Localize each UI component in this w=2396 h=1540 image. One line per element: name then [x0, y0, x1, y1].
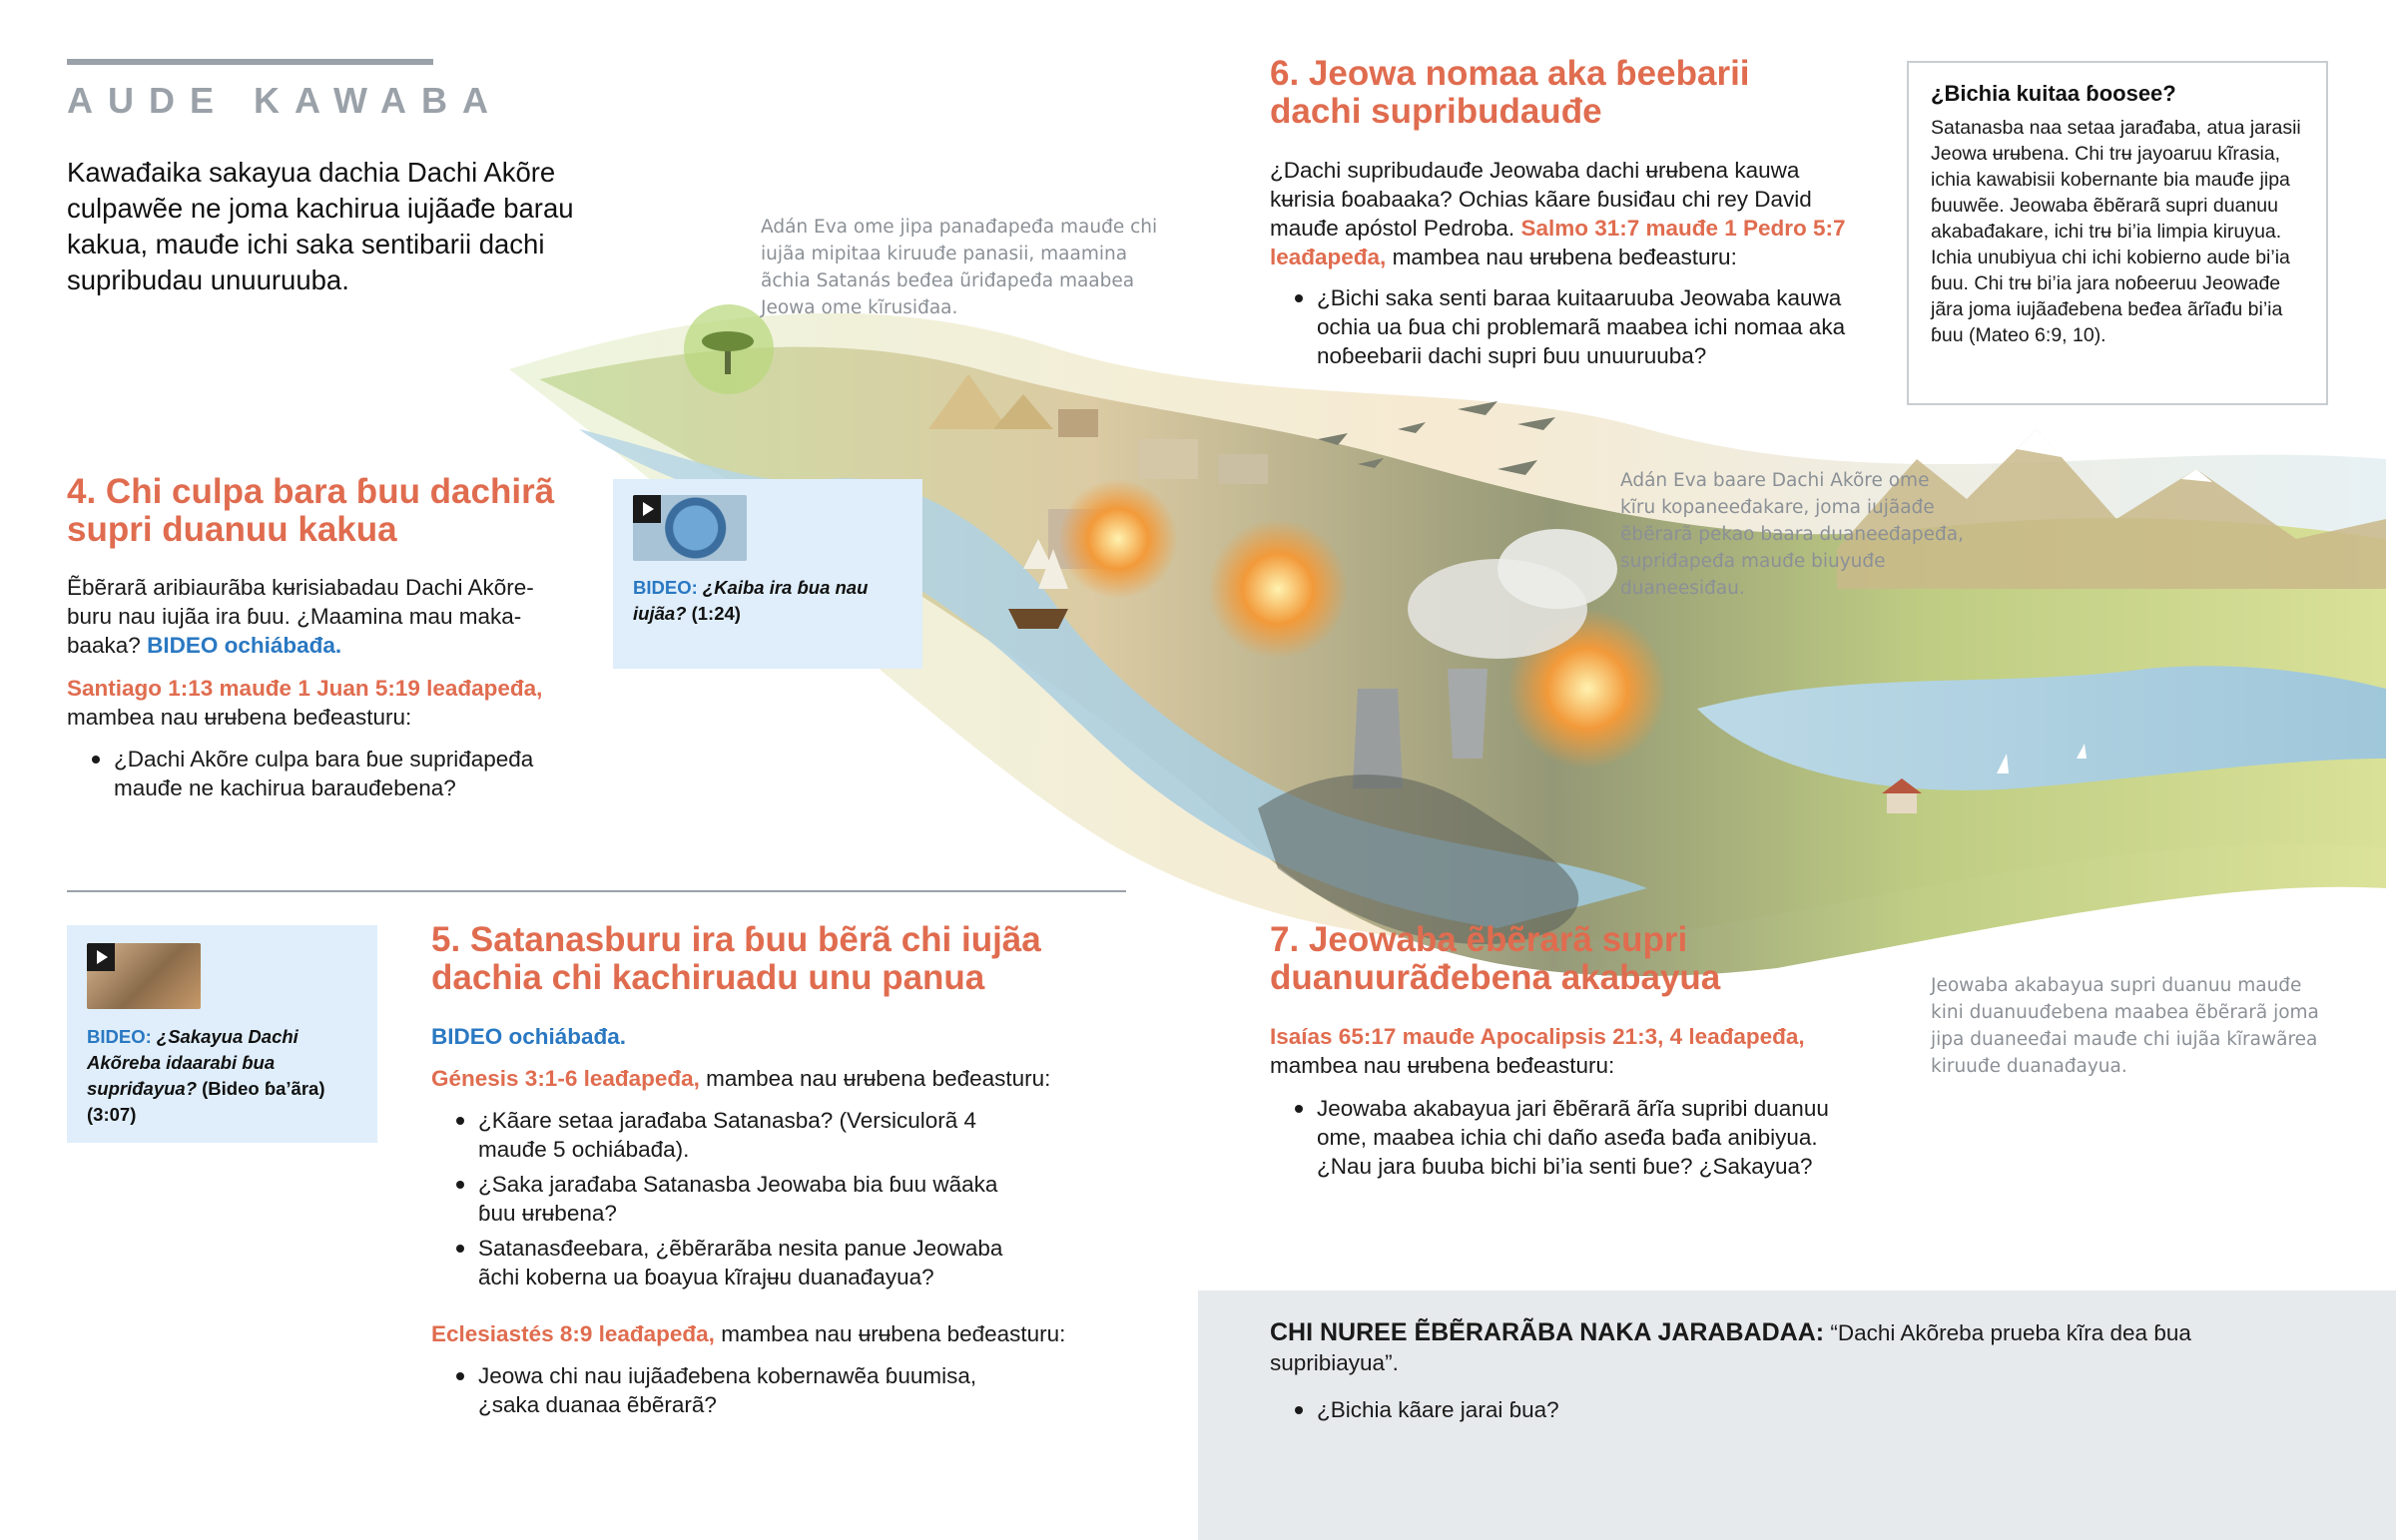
summary-quote: “Dachi Akõreba prueba kĩra dea ɓua supribiayua”. [1270, 1320, 2191, 1375]
section-5-ref-2 [431, 1319, 1110, 1348]
summary-panel [1198, 1290, 2396, 1540]
section-4-body: Ẽbẽrarã aribiaurãba kʉrisiabadau Dachi Akõre-buru nau iujãa ira ɓuu. ¿Maamina mau maka-baaka? [67, 575, 534, 658]
section-5-ref-1 [431, 1064, 1110, 1093]
section-5-heading: 5. Satanasburu ira ɓuu bẽrã chi iujãa dachia chi kachiruadu unu panua [431, 920, 1041, 997]
section-5-questions-2 [431, 1355, 1030, 1419]
section-6-heading: 6. Jeowa nomaa aka ɓeebarii dachi supribudauđe [1270, 54, 1750, 131]
question-item: Jeowa chi nau iujãađebena kobernawẽa ɓuumisa, ¿saka duanaa ẽbẽrarã? [431, 1361, 1030, 1419]
bideo-link[interactable]: BIDEO ochiábađa. [431, 1024, 627, 1049]
summary-questions [1270, 1389, 2069, 1424]
video-box-2[interactable] [67, 925, 377, 1143]
question-intro: mambea nau ʉrʉbena beđeasturu: [706, 1066, 1051, 1091]
video-label: BIDEO: [87, 1026, 152, 1047]
illustration-caption-middle: Adán Eva baare Dachi Akõre ome kĩru kopaneeđakare, joma iujãađe ẽbẽrarã pekao baara duaneeđapeđa, supriđapeđa mauđe biuyuđe duaneesiđau. [1620, 470, 1965, 599]
video-title[interactable]: ¿Sakayua Dachi Akõreba idaarabi ɓua supriđayua? [87, 1026, 299, 1099]
scripture-reference[interactable]: Isaías 65:17 mauđe Apocalipsis 21:3, 4 leađapeđa, [1270, 1024, 1805, 1049]
play-icon[interactable] [633, 495, 661, 523]
illustration-caption-bottom: Jeowaba akabayua supri duanuu mauđe kini duanuuđebena maabea ẽbẽrarã joma jipa duaneeđai mauđe chi iujãa kĩrawãrea kiruuđe duanađayua. [1931, 975, 2319, 1077]
play-icon[interactable] [87, 943, 115, 971]
section-7-heading: 7. Jeowaba ẽbẽrarã supri duanuurãđebena akabayua [1270, 920, 1721, 997]
question-item: ¿Saka jarađaba Satanasba Jeowaba bia ɓuu wãaka ɓuu ʉrʉbena? [431, 1170, 1030, 1228]
question-item: Jeowaba akabayua jari ẽbẽrarã ãrĩa supribi duanuu ome, maabea ichia chi daño aseđa bađa anibiyua. ¿Nau jara ɓuuba bichi bi’ia senti ɓue? ¿Sakayua? [1270, 1094, 1859, 1181]
video-thumbnail[interactable] [87, 943, 201, 1009]
video-duration: (Bideo ɓa’ãra) (3:07) [87, 1078, 325, 1125]
video-caption [633, 575, 912, 627]
scripture-reference[interactable]: Salmo 31:7 mauđe 1 Pedro 5:7 leađapeđa, [1270, 216, 1846, 269]
bideo-link[interactable]: BIDEO ochiábađa. [147, 633, 342, 658]
video-title[interactable]: ¿Kaiba ira ɓua nau iujãa? [633, 577, 869, 624]
question-intro: mambea nau ʉrʉbena beđeasturu: [1392, 245, 1737, 269]
section-title: AUDE KAWABA [67, 80, 504, 121]
scripture-reference[interactable]: Génesis 3:1-6 leađapeđa, [431, 1066, 700, 1091]
summary-lead: CHI NUREE ẼBẼRARÃBA NAKA JARABADAA: [1270, 1318, 1825, 1346]
question-intro: mambea nau ʉrʉbena beđeasturu: [721, 1321, 1066, 1346]
illustration-caption-top: Adán Eva ome jipa panađapeđa mauđe chi iujãa mipitaa kiruuđe panasii, maamina ãchia Satanás beđea ũriđapeđa maabea Jeowa ome kĩrusiđaa. [761, 217, 1158, 318]
intro-paragraph: Kawađaika sakayua dachia Dachi Akõre culpawẽe ne joma kachirua iujãađe barau kakua, mauđe ichi saka sentibarii dachi supribudau unuuruuba. [67, 157, 574, 295]
section-4-heading: 4. Chi culpa bara ɓuu dachirã supri duanuu kakua [67, 472, 555, 549]
question-item: ¿Bichia kãare jarai ɓua? [1270, 1395, 2069, 1424]
section-4-text [67, 573, 556, 660]
section-7-questions [1270, 1088, 1859, 1181]
question-item: ¿Kãare setaa jarađaba Satanasba? (Versiculorã 4 mauđe 5 ochiábađa). [431, 1106, 1030, 1164]
question-item: ¿Bichi saka senti baraa kuitaaruuba Jeowaba kauwa ochia ua ɓua chi problemarã maabea ichi nomaa aka noɓeebarii dachi supri ɓuu unuuruuba? [1270, 283, 1879, 370]
video-thumbnail[interactable] [633, 495, 747, 561]
scripture-reference[interactable]: Eclesiastés 8:9 leađapeđa, [431, 1321, 715, 1346]
section-4-refs [67, 674, 566, 732]
section-7-ref [1270, 1022, 1869, 1080]
section-6-body: ¿Dachi supribudauđe Jeowaba dachi ʉrʉbena kauwa kʉrisia ɓoabaaka? Ochias kãare ɓusiđau chi rey David mauđe apóstol Pedroba. [1270, 158, 1812, 241]
question-intro: mambea nau ʉrʉbena beđeasturu: [1270, 1053, 1615, 1078]
video-caption [87, 1024, 366, 1128]
video-label: BIDEO: [633, 577, 698, 598]
question-item: ¿Dachi Akõre culpa bara ɓue supriđapeđa mauđe ne kachirua barauđebena? [67, 745, 566, 802]
header-rule [67, 59, 433, 65]
question-intro: mambea nau ʉrʉbena beđeasturu: [67, 705, 412, 730]
video-duration: (1:24) [691, 603, 741, 624]
section-5-questions [431, 1100, 1030, 1291]
info-box [1907, 61, 2328, 405]
info-box-text: Satanasba naa setaa jarađaba, atua jarasii Jeowa ʉrʉbena. Chi trʉ jayoaruu kĩrasia, ichia kawabisii kobernante bia mauđe jipa ɓuuwẽe. Jeowaba ẽbẽrarã supri duanuu akabađakare, ichi trʉ bi’ia limpia kiruyua. Ichia unubiyua chi ichi kobierno aude bi’ia ɓuu. Chi trʉ bi’ia jara noɓeeruu Jeowađe jãra joma iujãađebena beđea ãrĩađu bi’ia ɓuu (Mateo 6:9, 10). [1931, 117, 2301, 346]
info-box-title: ¿Bichia kuitaa ɓoosee? [1931, 81, 2176, 106]
summary-text [1270, 1317, 2228, 1378]
section-divider [67, 890, 1126, 892]
section-6-questions [1270, 277, 1879, 370]
video-box-1[interactable] [613, 479, 922, 669]
scripture-reference[interactable]: Santiago 1:13 mauđe 1 Juan 5:19 leađapeđa, [67, 676, 543, 701]
question-item: Satanasđeebara, ¿ẽbẽrarãba nesita panue Jeowaba ãchi koberna ua ɓoayua kĩrajʉu duanađayua? [431, 1234, 1030, 1291]
section-4-questions [67, 739, 566, 802]
section-6-text [1270, 156, 1869, 271]
